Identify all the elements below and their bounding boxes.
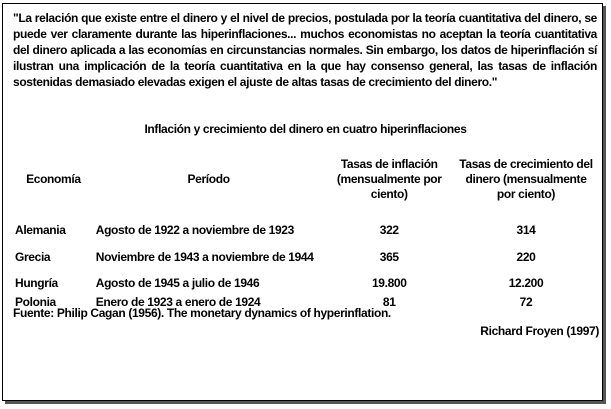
cell-period: Agosto de 1922 a noviembre de 1923 bbox=[95, 223, 294, 237]
hyperinflation-table bbox=[13, 138, 597, 312]
source-note: Fuente: Philip Cagan (1956). The monetary dynamics of hyperinflation. bbox=[13, 306, 391, 320]
cell-money-growth: 220 bbox=[516, 249, 536, 264]
table-title: Inflación y crecimiento del dinero en cuatro hiperinflaciones bbox=[144, 122, 467, 136]
cell-period: Enero de 1923 a enero de 1924 bbox=[95, 295, 261, 309]
header-period: Período bbox=[187, 172, 230, 186]
table-row bbox=[13, 221, 597, 240]
header-money-growth: Tasas de crecimiento del dinero (mensualmente por ciento) bbox=[459, 157, 593, 201]
cell-economy: Hungría bbox=[15, 276, 58, 290]
author-credit: Richard Froyen (1997) bbox=[480, 324, 599, 338]
cell-inflation: 322 bbox=[379, 223, 399, 237]
table-row bbox=[13, 240, 597, 274]
cell-money-growth: 12.200 bbox=[508, 276, 544, 290]
cell-economy: Grecia bbox=[15, 249, 51, 264]
cell-period: Noviembre de 1943 a noviembre de 1944 bbox=[95, 249, 314, 264]
cell-inflation: 19.800 bbox=[371, 276, 407, 290]
cell-period: Agosto de 1945 a julio de 1946 bbox=[95, 276, 260, 290]
cell-economy: Polonia bbox=[15, 295, 56, 309]
table-header-row bbox=[13, 138, 597, 221]
cell-inflation: 365 bbox=[379, 249, 399, 264]
cell-money-growth: 314 bbox=[516, 223, 536, 237]
header-economy: Economía bbox=[26, 172, 81, 186]
table-row bbox=[13, 274, 597, 293]
quote-paragraph: "La relación que existe entre el dinero y el nivel de precios, postulada por la teoría cuantitativa del dinero, se puede ver claramente durante las hiperinflaciones... muchos economistas no aceptan la teoría cuantitativa del dinero aplicada a las economías en circunstancias normales. Sin embargo, los datos de hiperinflación sí ilustran una implicación de la teoría cuantitativa en la que hay consenso general, las tasas de inflación sostenidas demasiado elevadas exigen el ajuste de altas tasas de crecimiento del dinero." bbox=[13, 11, 597, 89]
cell-economy: Alemania bbox=[15, 223, 66, 237]
header-inflation: Tasas de inflación (mensualmente por ciento) bbox=[336, 157, 442, 201]
cell-money-growth: 72 bbox=[519, 295, 533, 309]
cell-inflation: 81 bbox=[382, 295, 396, 309]
